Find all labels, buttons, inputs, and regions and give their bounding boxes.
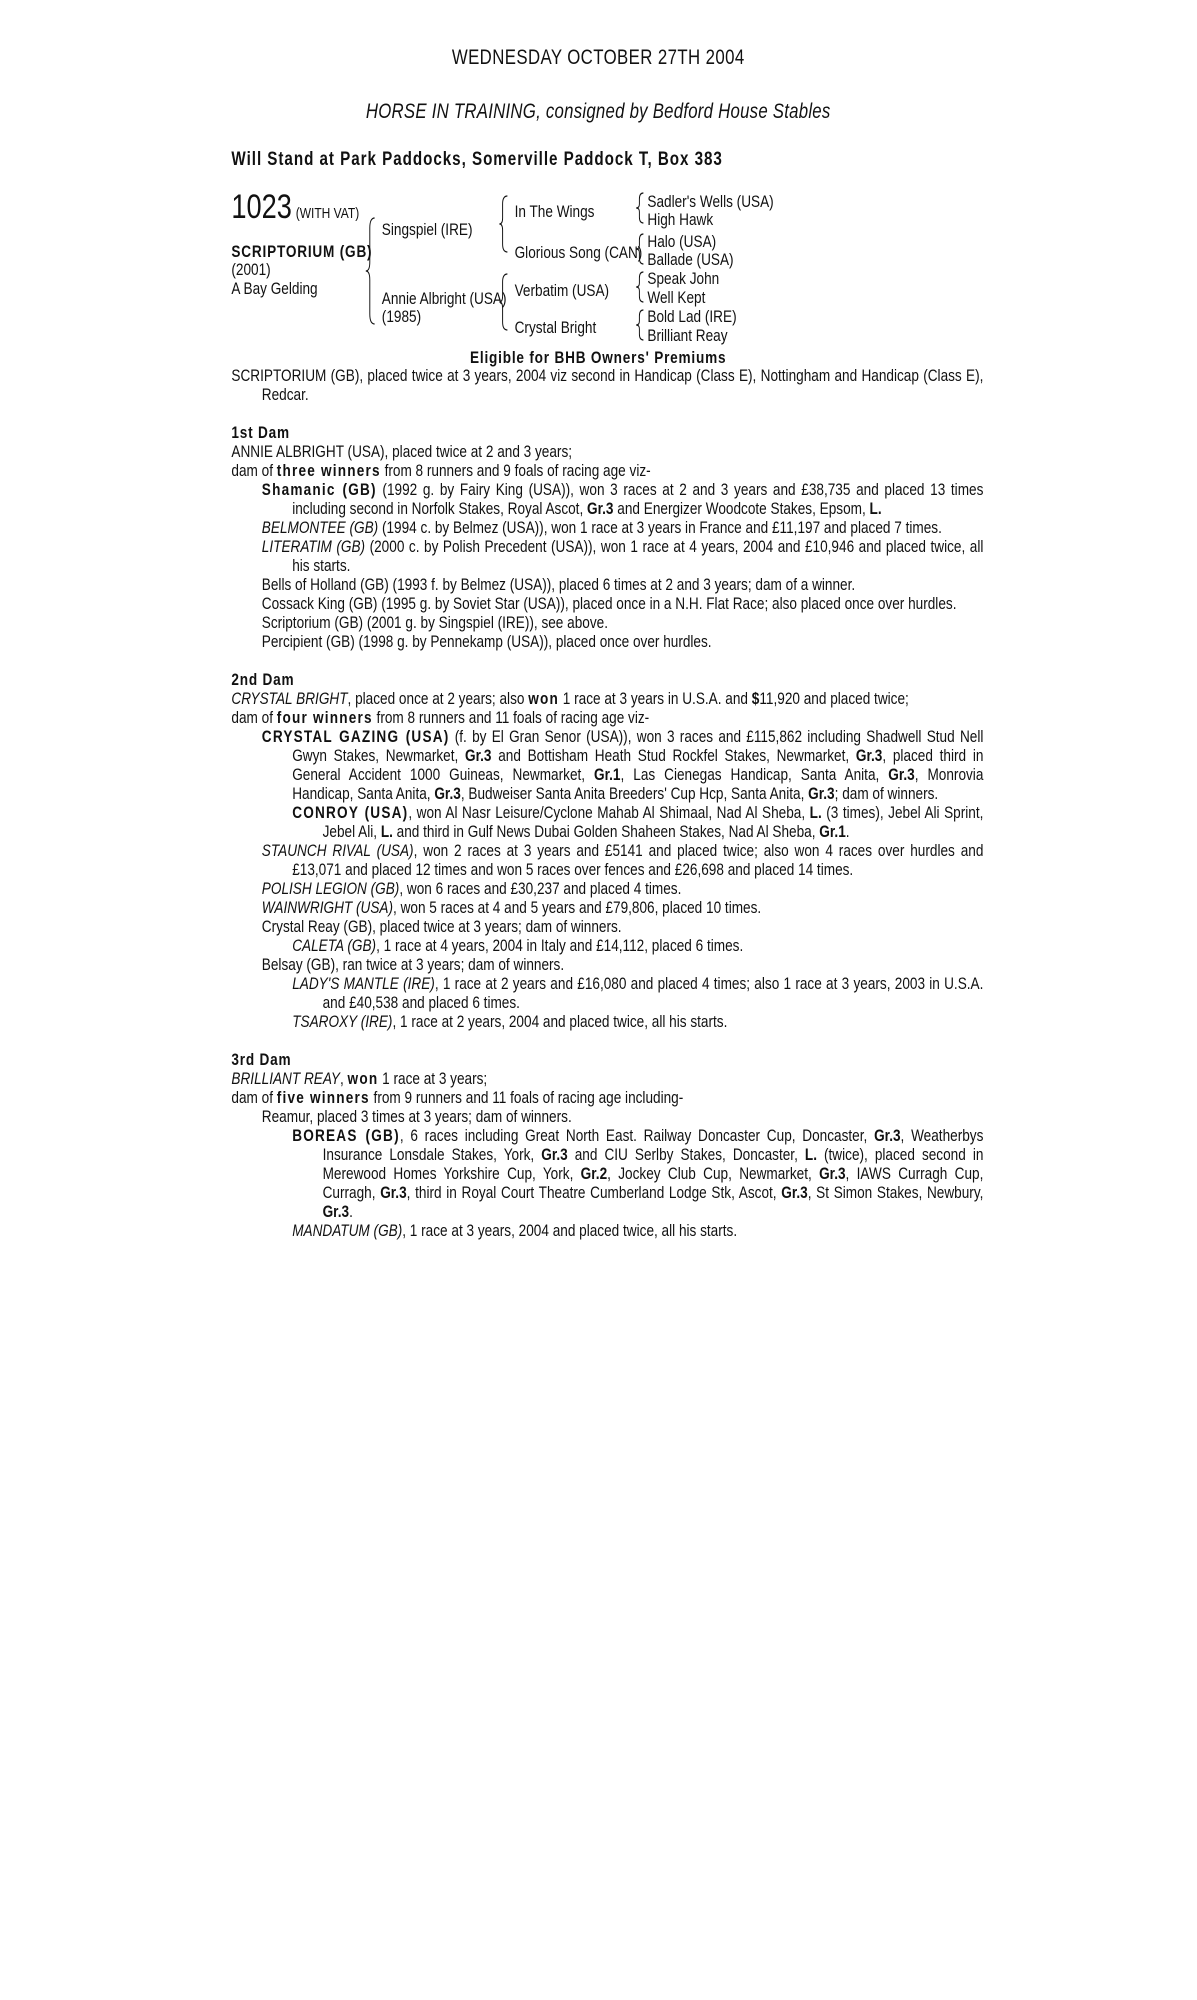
eligibility-note: Eligible for BHB Owners' Premiums <box>470 348 727 367</box>
brace-g1 <box>635 191 645 225</box>
produce-entry: Reamur, placed 3 times at 3 years; dam of winners. <box>261 1107 572 1126</box>
produce-entry: CRYSTAL GAZING (USA) (f. by El Gran Senor (USA)), won 3 races and £115,862 including Shadwell Stud Nell Gwyn Stakes, Newmarket, Gr.3 and Bottisham Heath Stud Rockfel Stakes, Newmarket, Gr.3, placed third in General Accident 1000 Guineas, Newmarket, Gr.1, Las Cienegas Handicap, Santa Anita, Gr.3, Monrovia Handicap, Santa Anita, Gr.3, Budweiser Santa Anita Breeders' Cup Hcp, Santa Anita, Gr.3; dam of winners. <box>261 727 984 803</box>
brace-g2 <box>635 232 645 266</box>
second-dam-line: CRYSTAL BRIGHT, placed once at 2 years; also won 1 race at 3 years in U.S.A. and $11,920 and placed twice; <box>231 689 909 708</box>
produce-entry: Shamanic (GB) (1992 g. by Fairy King (USA)), won 3 races at 2 and 3 years and £38,735 and placed 13 times including second in Norfolk Stakes, Royal Ascot, Gr.3 and Energizer Woodcote Stakes, Epsom, L. <box>261 480 984 518</box>
produce-entry: Cossack King (GB) (1995 g. by Soviet Star (USA)), placed once in a N.H. Flat Race; also placed once over hurdles. <box>261 594 957 613</box>
horse-year: (2001) <box>231 260 271 279</box>
dam-dam: Crystal Bright <box>514 318 597 337</box>
sire-sire: In The Wings <box>514 202 595 221</box>
lot-vat: (WITH VAT) <box>295 205 360 222</box>
g6: Well Kept <box>647 288 706 307</box>
produce-entry: POLISH LEGION (GB), won 6 races and £30,237 and placed 4 times. <box>261 879 682 898</box>
dam-year: (1985) <box>381 307 422 326</box>
g7: Bold Lad (IRE) <box>647 307 737 326</box>
consignment-line: HORSE IN TRAINING, consigned by Bedford House Stables <box>365 100 831 123</box>
sire: Singspiel (IRE) <box>381 220 473 239</box>
produce-entry: CONROY (USA), won Al Nasr Leisure/Cyclone Mahab Al Shimaal, Nad Al Sheba, L. (3 times), Jebel Ali Sprint, Jebel Ali, L. and third in Gulf News Dubai Golden Shaheen Stakes, Nad Al Sheba, Gr.1. <box>292 803 984 841</box>
produce-entry: Bells of Holland (GB) (1993 f. by Belmez (USA)), placed 6 times at 2 and 3 years; dam of a winner. <box>261 575 856 594</box>
g3: Halo (USA) <box>647 232 717 251</box>
brace-g3 <box>635 270 645 304</box>
second-dam-heading: 2nd Dam <box>231 670 295 689</box>
pedigree-table <box>231 188 983 348</box>
produce-entry: Crystal Reay (GB), placed twice at 3 years; dam of winners. <box>261 917 622 936</box>
sale-date: WEDNESDAY OCTOBER 27TH 2004 <box>451 46 745 69</box>
sire-dam: Glorious Song (CAN) <box>514 243 643 262</box>
third-dam-heading: 3rd Dam <box>231 1050 292 1069</box>
lot-number: 1023 <box>231 188 292 226</box>
first-dam-heading: 1st Dam <box>231 423 290 442</box>
brace-main <box>365 216 378 326</box>
horse-description: A Bay Gelding <box>231 279 318 298</box>
produce-entry: LITERATIM (GB) (2000 c. by Polish Precedent (USA)), won 1 race at 4 years, 2004 and £10,946 and placed twice, all his starts. <box>261 537 984 575</box>
produce-entry: LADY'S MANTLE (IRE), 1 race at 2 years and £16,080 and placed 4 times; also 1 race at 3 years, 2003 in U.S.A. and £40,538 and placed 6 times. <box>292 974 984 1012</box>
produce-entry: Scriptorium (GB) (2001 g. by Singspiel (IRE)), see above. <box>261 613 608 632</box>
brace-dam <box>499 272 510 332</box>
g1: Sadler's Wells (USA) <box>647 192 774 211</box>
produce-entry: Percipient (GB) (1998 g. by Pennekamp (USA)), placed once over hurdles. <box>261 632 712 651</box>
produce-entry: Belsay (GB), ran twice at 3 years; dam of winners. <box>261 955 565 974</box>
brace-g4 <box>635 308 645 342</box>
dam-sire: Verbatim (USA) <box>514 281 610 300</box>
first-dam-produce-summary: dam of three winners from 8 runners and 9 foals of racing age viz- <box>231 461 651 480</box>
race-record: SCRIPTORIUM (GB), placed twice at 3 years, 2004 viz second in Handicap (Class E), Nottingham and Handicap (Class E), Redcar. <box>231 366 984 404</box>
catalogue-page <box>119 0 1077 2000</box>
stand-location: Will Stand at Park Paddocks, Somerville Paddock T, Box 383 <box>231 149 723 170</box>
catalogue-body <box>231 366 983 1240</box>
third-dam-produce-summary: dam of five winners from 9 runners and 11 foals of racing age including- <box>231 1088 684 1107</box>
g8: Brilliant Reay <box>647 326 728 345</box>
horse-name: SCRIPTORIUM (GB) <box>231 242 373 261</box>
brace-sire <box>499 194 510 254</box>
produce-entry: STAUNCH RIVAL (USA), won 2 races at 3 years and £5141 and placed twice; also won 4 races over hurdles and £13,071 and placed 12 times and won 5 races over fences and £26,698 and placed 14 times. <box>261 841 984 879</box>
second-dam-produce-summary: dam of four winners from 8 runners and 11 foals of racing age viz- <box>231 708 650 727</box>
produce-entry: MANDATUM (GB), 1 race at 3 years, 2004 and placed twice, all his starts. <box>292 1221 738 1240</box>
produce-entry: CALETA (GB), 1 race at 4 years, 2004 in Italy and £14,112, placed 6 times. <box>292 936 744 955</box>
g2: High Hawk <box>647 210 714 229</box>
g4: Ballade (USA) <box>647 250 734 269</box>
third-dam-line: BRILLIANT REAY, won 1 race at 3 years; <box>231 1069 488 1088</box>
dam: Annie Albright (USA) <box>381 289 507 308</box>
produce-entry: BOREAS (GB), 6 races including Great North East. Railway Doncaster Cup, Doncaster, Gr.3, Weatherbys Insurance Lonsdale Stakes, York, Gr.3 and CIU Serlby Stakes, Doncaster, L. (twice), placed second in Merewood Homes Yorkshire Cup, York, Gr.2, Jockey Club Cup, Newmarket, Gr.3, IAWS Curragh Cup, Curragh, Gr.3, third in Royal Court Theatre Cumberland Lodge Stk, Ascot, Gr.3, St Simon Stakes, Newbury, Gr.3. <box>292 1126 984 1221</box>
produce-entry: TSAROXY (IRE), 1 race at 2 years, 2004 and placed twice, all his starts. <box>292 1012 728 1031</box>
g5: Speak John <box>647 269 720 288</box>
lot-number-line <box>231 188 359 227</box>
produce-entry: WAINWRIGHT (USA), won 5 races at 4 and 5 years and £79,806, placed 10 times. <box>261 898 762 917</box>
produce-entry: BELMONTEE (GB) (1994 c. by Belmez (USA)), won 1 race at 3 years in France and £11,197 and placed 7 times. <box>261 518 942 537</box>
first-dam-line: ANNIE ALBRIGHT (USA), placed twice at 2 and 3 years; <box>231 442 573 461</box>
